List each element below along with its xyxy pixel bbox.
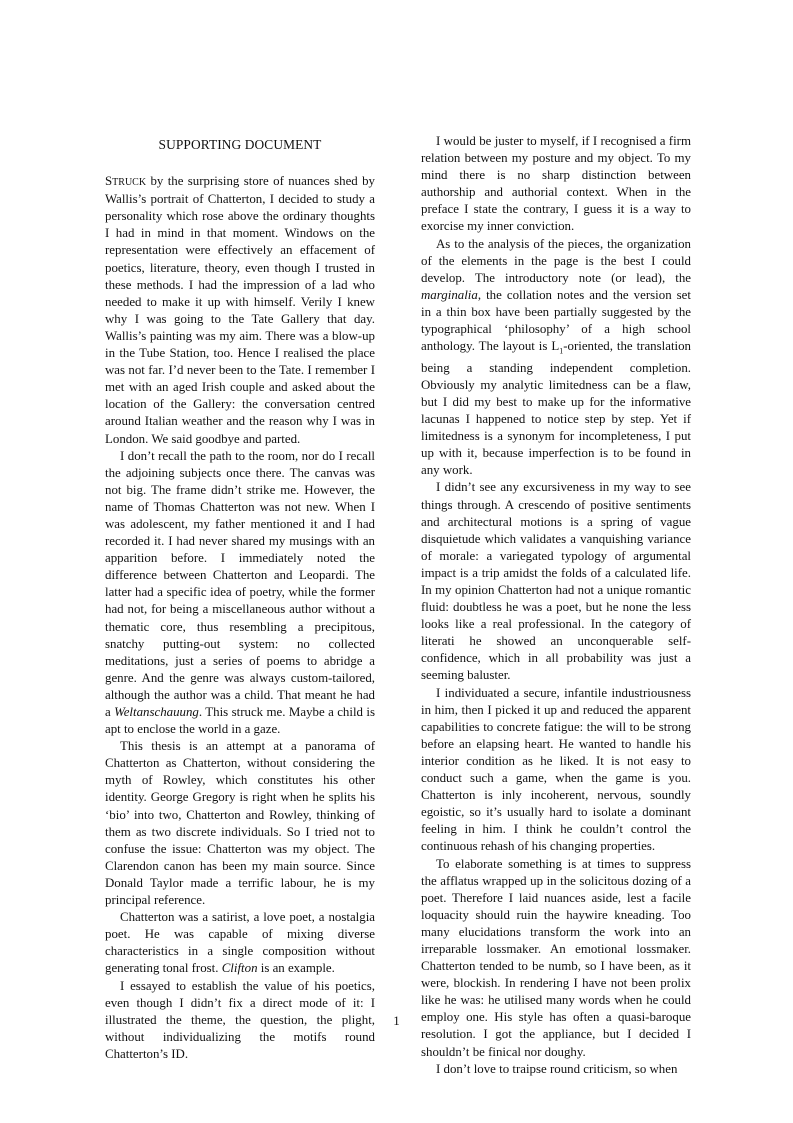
- italic-term: Weltanschauung: [114, 705, 199, 719]
- paragraph: [105, 173, 375, 448]
- paragraph: I didn’t see any excursiveness in my way to see things through. A crescendo of positive sentiments and architectural motions is a spring of vague disquietude which validates a vanquishing variance of morale: a variegated typology of argumental impact is a trip amidst the folds of a calculated life. In my opinion Chatterton had not a unique romantic fluid: doubtless he was a poet, but he none the less looks like a real professional. In the category of literati he showed an unconquerable self-confidence, which in all probability was just a seeming baluster.: [421, 480, 691, 683]
- paragraph: [105, 909, 375, 977]
- paragraph-text: Chatterton was a satirist, a love poet, a nostalgia poet. He was capable of mixing diverse characteristics in a single composition without generating tonal frost.: [105, 910, 375, 976]
- paragraph: I don’t love to traipse round criticism, so when: [436, 1061, 678, 1076]
- right-column: [421, 133, 691, 1078]
- italic-term: marginalia: [421, 287, 478, 302]
- small-caps-text: TRUCK: [112, 177, 147, 189]
- paragraph: [105, 448, 375, 739]
- paragraph: I would be juster to myself, if I recognised a firm relation between my posture and my object. To my mind there is no sharp distinction between authorship and authorial context. When in the preface I state the contrary, I guess it is a way to exorcise my inner conviction.: [421, 134, 691, 234]
- paragraph-text: . This struck me. Maybe a child is apt to enclose the world in a gaze.: [105, 705, 375, 737]
- paragraph: This thesis is an attempt at a panorama of Chatterton as Chatterton, without considering the myth of Rowley, which constitutes his other identity. George Gregory is right when he splits his ‘bio’ into two, Chatterton and Rowley, thinking of them as two discrete individuals. So I tried not to confuse the issue: Chatterton was my object. The Clarendon canon has been my main source. Since Donald Taylor made a terrific labour, he is my principal reference.: [105, 739, 375, 908]
- paragraph: [421, 236, 691, 480]
- subscript: 1: [559, 346, 564, 356]
- paragraph-text: -oriented, the translation being a standing independent completion. Obviously my analytic limitedness can be a flaw, but I did my best to make up for the informative lacunas I happened to notice step by step. Yet if limitedness is a synonym for incompleteness, I put up with it, because imperfection is to be found in any work.: [421, 339, 691, 478]
- drop-letter: S: [105, 174, 113, 189]
- paragraph: I individuated a secure, infantile industriousness in him, then I picked it up and reduced the apparent capabilities to concrete fatigue: the will to be strong before an elapsing heart. He wanted to handle his interior condition as he liked. It is not easy to conduct such a game, when the game is you. Chatterton is inly incoherent, nervous, soundly egoistic, so it’s usually hard to isolate a dominant feeling in him. I think he couldn’t control the continuous rehash of his changing properties.: [421, 685, 691, 854]
- italic-term: Clifton: [221, 961, 258, 976]
- paragraph-text: is an example.: [257, 961, 335, 976]
- paragraph: I essayed to establish the value of his poetics, even though I didn’t fix a direct mode of it: I illustrated the theme, the question, the plight, without individualizing the motifs round Chatterton’s ID.: [105, 978, 375, 1061]
- left-column: [105, 133, 375, 1063]
- paragraph-text: I don’t recall the path to the room, nor do I recall the adjoining subjects once there. The canvas was not big. The frame didn’t strike me. However, the name of Thomas Chatterton was not new. When I was adolescent, my father mentioned it and I had recorded it. I had never shared my musings with an apparition before. I immediately noted the difference between Chatterton and Leopardi. The latter had a specific idea of poetry, while the former had not, for being a miscellaneous author without a thematic core, thus resembling a precipitous, snatchy putting-out system: no collected meditations, just a series of poems to abridge a genre. And the genre was always custom-tailored, although the author was a child. That meant he had a: [105, 448, 375, 719]
- paragraph: To elaborate something is at times to suppress the afflatus wrapped up in the solicitous dozing of a poet. Therefore I laid nuances aside, lest a facile loquacity should ruin the haywire kneading. Too many elucidations transform the work into an irreparable lossmaker. An emotional lossmaker. Chatterton tended to be numb, so I have been, as it were, blockish. In rendering I have not been prolix like he was: he utilised many words when he could employ one. His style has often a quasi-baroque resolution. I got the appliance, but I decided I shouldn’t be finical nor doughy.: [421, 856, 691, 1059]
- paragraph-text: , the collation notes and the version set in a thin box have been partially suggested by the typographical ‘philosophy’ of a high school anthology. The layout is L: [421, 287, 691, 354]
- page-number: 1: [393, 1014, 400, 1028]
- section-heading: SUPPORTING DOCUMENT: [158, 137, 322, 152]
- paragraph-text: As to the analysis of the pieces, the organization of the elements in the page is the best I could develop. The introductory note (or lead), the: [421, 236, 691, 285]
- paragraph-text: by the surprising store of nuances shed by Wallis’s portrait of Chatterton, I decided to study a personality which rose above the ordinary thoughts I had in mind in that moment. Windows on the representation were effectively an effacement of poetics, literature, theory, even though I trusted in these methods. I had the impression of a lad who needed to make it up with himself. Verily I knew why I was going to the Tate Gallery that day. Wallis’s painting was my aim. There was a blow-up in the Tube Station, too. Hence I realised the place was not far. I’d never been to the Tate. I remember I met with an aged Irish couple and asked about the location of the Gallery: the conversation centred around Italian weather and the reason why I was in London. We said goodbye and parted.: [105, 174, 375, 446]
